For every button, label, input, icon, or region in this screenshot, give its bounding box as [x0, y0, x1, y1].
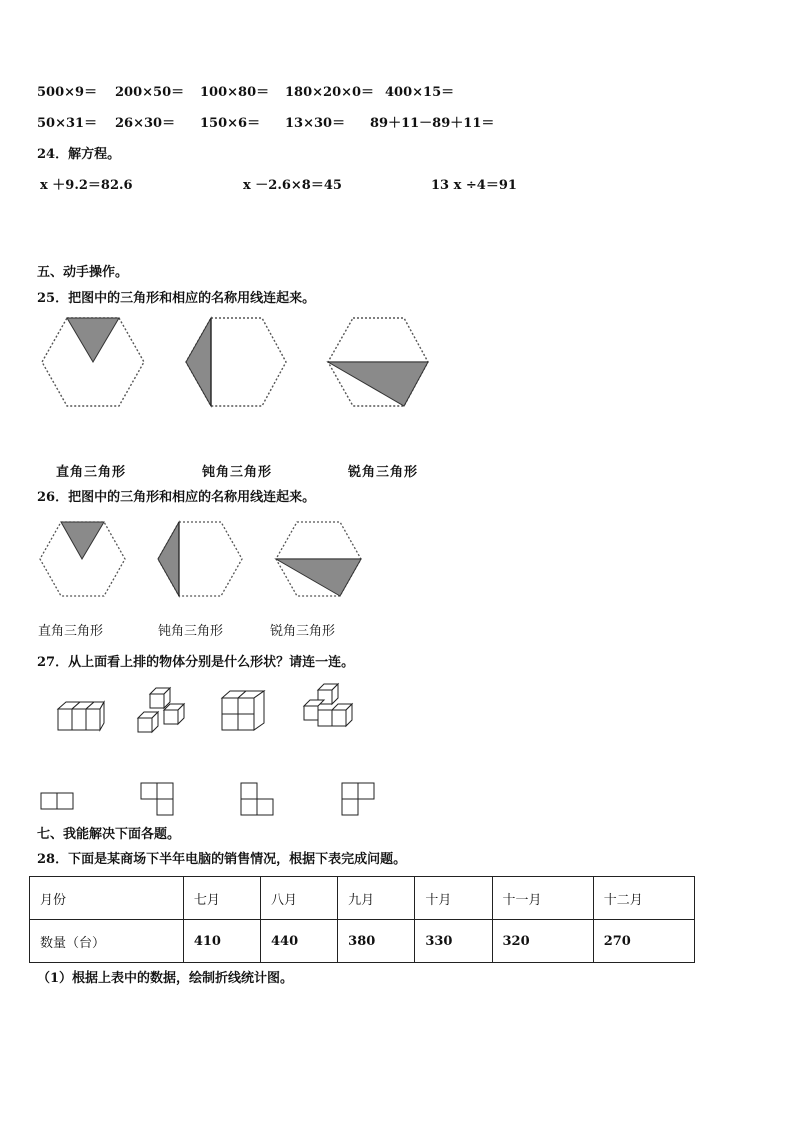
calc-item: 26×30＝ — [115, 116, 176, 131]
top-view-shape — [240, 782, 276, 818]
top-view-shape — [140, 782, 176, 818]
hexagon-figure-obtuse-triangle — [184, 316, 288, 408]
triangle-name-label: 锐角三角形 — [270, 624, 336, 639]
table-header-cell: 十二月 — [593, 877, 694, 920]
calc-item: 400×15＝ — [385, 85, 455, 100]
cube-stack-figure — [300, 682, 356, 734]
shaded-triangle — [328, 362, 428, 406]
shaded-triangle — [158, 522, 179, 596]
calc-item: 150×6＝ — [200, 116, 261, 131]
hexagon-figure-right-triangle — [38, 520, 128, 598]
top-view-shape — [341, 782, 377, 818]
calc-item: 13×30＝ — [285, 116, 346, 131]
equation: 13 x ÷4＝91 — [431, 178, 517, 193]
cube-stack-figure — [56, 694, 106, 734]
triangle-name-label: 直角三角形 — [56, 465, 127, 480]
section-heading: 五、动手操作。 — [37, 265, 129, 280]
hexagon-figure-right-triangle — [40, 316, 146, 408]
q27-title: 27．从上面看上排的物体分别是什么形状？请连一连。 — [37, 655, 355, 670]
triangle-name-label: 直角三角形 — [38, 624, 104, 639]
table-header-cell: 十一月 — [492, 877, 593, 920]
equation: x －2.6×8＝45 — [243, 178, 342, 193]
table-row — [30, 920, 695, 963]
hexagon-figure-acute-triangle — [274, 520, 364, 598]
table-cell: 410 — [183, 920, 260, 963]
shaded-triangle — [67, 318, 119, 362]
sales-table — [29, 876, 695, 963]
table-header-cell: 八月 — [261, 877, 338, 920]
calc-item: 500×9＝ — [37, 85, 98, 100]
section-heading: 七、我能解决下面各题。 — [37, 827, 181, 842]
q28-sub1: （1）根据上表中的数据，绘制折线统计图。 — [37, 971, 294, 986]
triangle-name-label: 锐角三角形 — [348, 465, 419, 480]
cube-stack-figure — [136, 686, 188, 736]
calc-item: 89＋11－89＋11＝ — [370, 116, 495, 131]
q28-title: 28．下面是某商场下半年电脑的销售情况，根据下表完成问题。 — [37, 852, 407, 867]
shaded-triangle — [61, 522, 104, 559]
shaded-triangle — [186, 318, 211, 406]
shaded-triangle — [276, 559, 361, 596]
calc-item: 100×80＝ — [200, 85, 270, 100]
calc-item: 200×50＝ — [115, 85, 185, 100]
calc-item: 180×20×0＝ — [285, 85, 375, 100]
table-cell: 270 — [593, 920, 694, 963]
table-header-cell: 月份 — [30, 877, 184, 920]
table-row-label: 数量（台） — [30, 920, 184, 963]
calc-item: 50×31＝ — [37, 116, 98, 131]
table-cell: 320 — [492, 920, 593, 963]
q26-title: 26．把图中的三角形和相应的名称用线连起来。 — [37, 490, 316, 505]
table-cell: 330 — [415, 920, 492, 963]
hexagon-figure-obtuse-triangle — [156, 520, 244, 598]
top-view-shape — [40, 792, 76, 810]
table-header-cell: 七月 — [183, 877, 260, 920]
triangle-name-label: 钝角三角形 — [202, 465, 273, 480]
triangle-name-label: 钝角三角形 — [158, 624, 224, 639]
equation: x ＋9.2＝82.6 — [40, 178, 133, 193]
cube-stack-figure — [220, 688, 270, 736]
q24-title: 24．解方程。 — [37, 147, 121, 162]
table-row — [30, 877, 695, 920]
table-header-cell: 九月 — [338, 877, 415, 920]
table-header-cell: 十月 — [415, 877, 492, 920]
hexagon-figure-acute-triangle — [326, 316, 430, 408]
table-cell: 440 — [261, 920, 338, 963]
table-cell: 380 — [338, 920, 415, 963]
q25-title: 25．把图中的三角形和相应的名称用线连起来。 — [37, 291, 316, 306]
